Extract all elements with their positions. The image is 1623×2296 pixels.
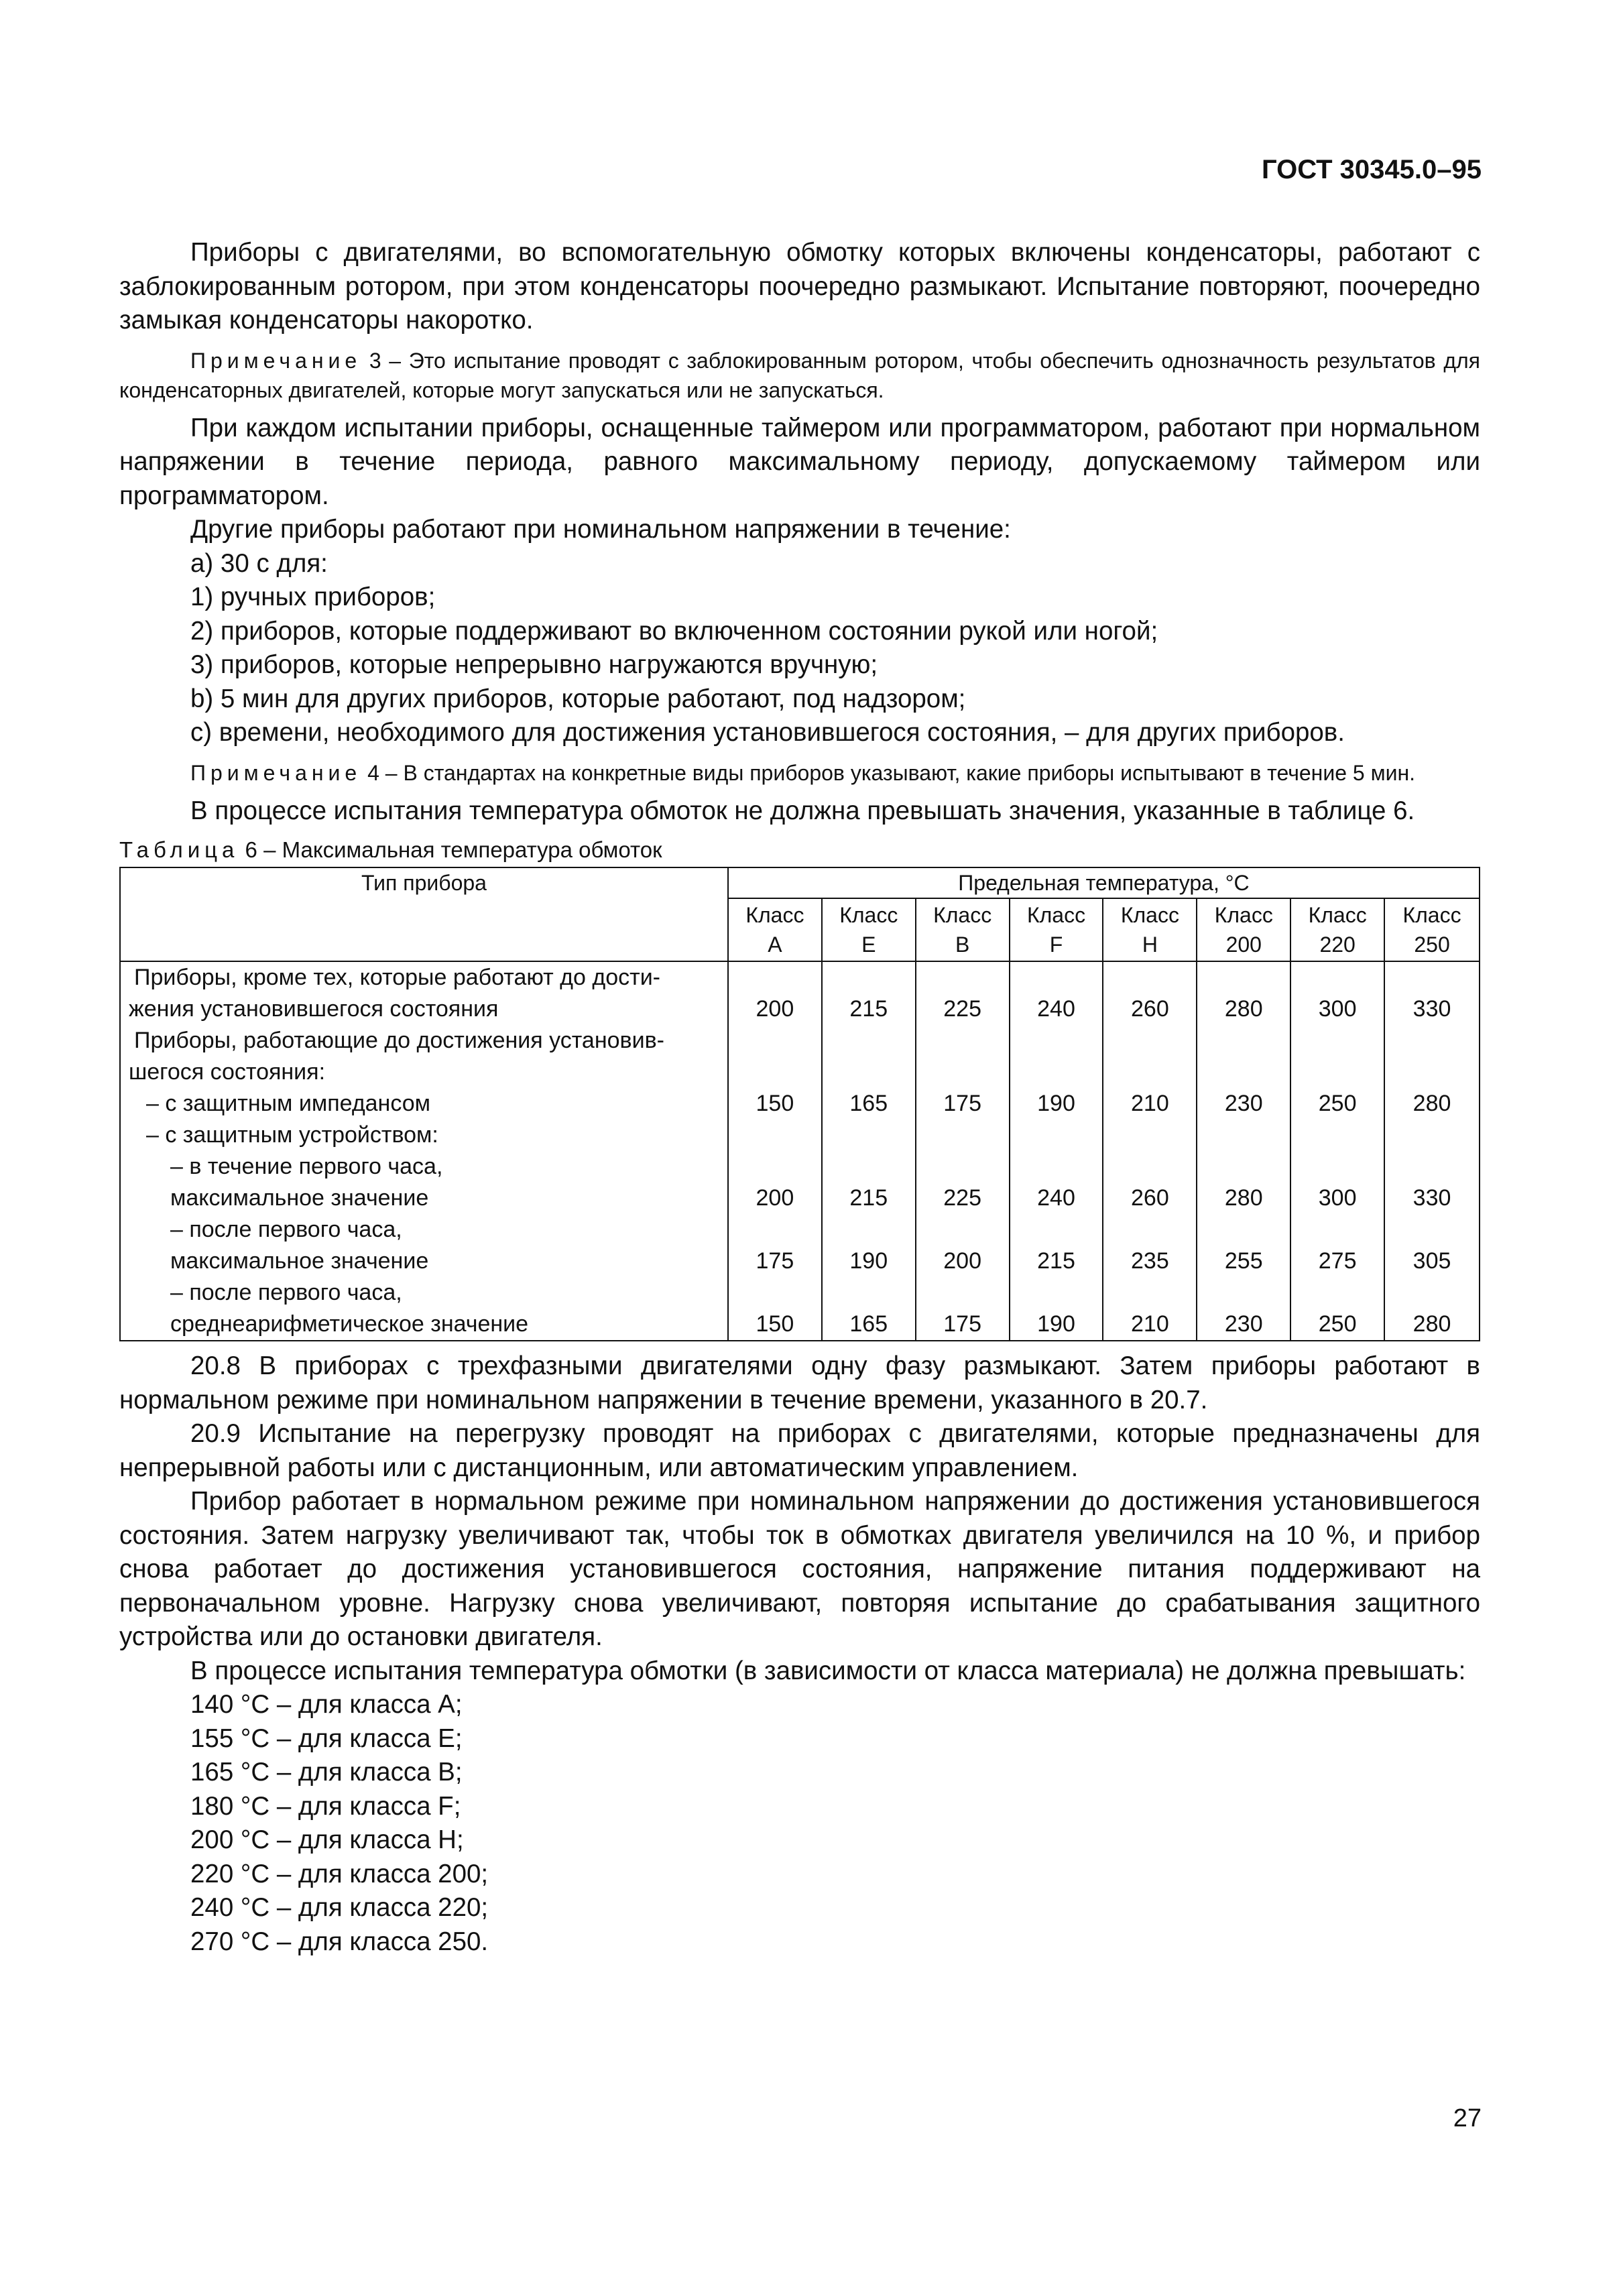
temperature-cell bbox=[1384, 1120, 1480, 1151]
paragraph-20-8: 20.8 В приборах с трехфазными двигателями одну фазу размыкают. Затем приборы работают в нормальном режиме при номинальном напряжении в течение времени, указанного в 20.7. bbox=[119, 1351, 1480, 1414]
temperature-cell bbox=[728, 1120, 822, 1151]
temperature-cell: 240 bbox=[1010, 1151, 1103, 1214]
list-item: 200 °С – для класса H; bbox=[190, 1825, 464, 1854]
class-header-word: Класс bbox=[1120, 903, 1179, 927]
temperature-cell: 150 bbox=[728, 1277, 822, 1341]
temperature-cell: 280 bbox=[1384, 1088, 1480, 1120]
list-item: 2) приборов, которые поддерживают во включенном состоянии рукой или ногой; bbox=[190, 616, 1158, 646]
temperature-cell: 190 bbox=[1010, 1088, 1103, 1120]
table-row bbox=[120, 961, 1480, 1025]
row-label-line: – после первого часа, bbox=[170, 1280, 402, 1305]
class-header-word: Класс bbox=[839, 903, 898, 927]
table-body bbox=[120, 961, 1480, 1341]
row-label-line: шегося состояния: bbox=[129, 1059, 326, 1085]
row-label-line: жения установившегося состояния bbox=[129, 996, 499, 1022]
temperature-cell: 225 bbox=[916, 1151, 1010, 1214]
temperature-list bbox=[119, 1688, 1480, 1959]
temperature-cell bbox=[822, 1120, 916, 1151]
temperature-cell bbox=[1010, 1120, 1103, 1151]
note-label: Примечание bbox=[190, 760, 362, 785]
temperature-cell: 305 bbox=[1384, 1214, 1480, 1277]
temperature-cell: 190 bbox=[1010, 1277, 1103, 1341]
temperature-cell: 210 bbox=[1103, 1277, 1197, 1341]
note-3 bbox=[119, 346, 1480, 405]
temperature-cell bbox=[1197, 1025, 1290, 1088]
temperature-cell: 210 bbox=[1103, 1088, 1197, 1120]
temperature-cell: 255 bbox=[1197, 1214, 1290, 1277]
temperature-cell: 190 bbox=[822, 1214, 916, 1277]
table-caption-label: Таблица bbox=[119, 837, 239, 862]
temperature-cell: 260 bbox=[1103, 1151, 1197, 1214]
temperature-cell: 165 bbox=[822, 1277, 916, 1341]
table-row bbox=[120, 1151, 1480, 1214]
class-header-cell bbox=[1197, 898, 1290, 961]
temperature-table bbox=[119, 867, 1480, 1341]
temperature-cell: 280 bbox=[1384, 1277, 1480, 1341]
class-header-cell bbox=[1010, 898, 1103, 961]
paragraph-table-intro: В процессе испытания температура обмоток не должна превышать значения, указанные в таблице 6. bbox=[190, 796, 1415, 825]
class-header-cell bbox=[1290, 898, 1384, 961]
temperature-cell: 275 bbox=[1290, 1214, 1384, 1277]
row-label-line: – после первого часа, bbox=[170, 1217, 402, 1242]
table-row bbox=[120, 1120, 1480, 1151]
temperature-cell: 150 bbox=[728, 1088, 822, 1120]
paragraph-20-9: 20.9 Испытание на перегрузку проводят на приборах с двигателями, которые предназначены для непрерывной работы или с дистанционным, или автоматическим управлением. bbox=[119, 1419, 1480, 1482]
list-item: 3) приборов, которые непрерывно нагружаются вручную; bbox=[190, 650, 878, 679]
class-header-word: Класс bbox=[1402, 903, 1461, 927]
row-label bbox=[120, 1214, 728, 1277]
temperature-cell: 175 bbox=[916, 1277, 1010, 1341]
class-header-id: 200 bbox=[1225, 932, 1262, 957]
class-header-cell bbox=[822, 898, 916, 961]
list-item: b) 5 мин для других приборов, которые работают, под надзором; bbox=[190, 684, 966, 713]
class-header-cell bbox=[1103, 898, 1197, 961]
row-label-line: – в течение первого часа, bbox=[170, 1154, 443, 1179]
temperature-cell: 300 bbox=[1290, 1151, 1384, 1214]
temperature-cell: 165 bbox=[822, 1088, 916, 1120]
list-item: 270 °С – для класса 250. bbox=[190, 1927, 489, 1956]
list-item: 140 °С – для класса A; bbox=[190, 1690, 463, 1719]
list-item: 165 °С – для класса B; bbox=[190, 1758, 463, 1787]
temperature-cell: 330 bbox=[1384, 1151, 1480, 1214]
column-header-limit-temperature: Предельная температура, °С bbox=[728, 867, 1480, 898]
class-header-word: Класс bbox=[1308, 903, 1367, 927]
temperature-cell: 215 bbox=[822, 961, 916, 1025]
class-header-id: A bbox=[768, 932, 782, 957]
list-item: 1) ручных приборов; bbox=[190, 583, 436, 611]
table-row bbox=[120, 1025, 1480, 1088]
class-header-id: H bbox=[1142, 932, 1158, 957]
document-body bbox=[119, 236, 1480, 1959]
list-item: 180 °С – для класса F; bbox=[190, 1791, 461, 1821]
class-header-cell bbox=[916, 898, 1010, 961]
row-label-line: максимальное значение bbox=[170, 1185, 429, 1211]
class-header-id: 250 bbox=[1414, 932, 1450, 957]
table-caption-text: 6 – Максимальная температура обмоток bbox=[239, 837, 662, 862]
row-label-line: – с защитным импедансом bbox=[146, 1091, 431, 1116]
temperature-cell: 200 bbox=[728, 961, 822, 1025]
table-row bbox=[120, 1088, 1480, 1120]
row-label bbox=[120, 1151, 728, 1214]
temperature-cell: 240 bbox=[1010, 961, 1103, 1025]
temperature-cell: 200 bbox=[916, 1214, 1010, 1277]
temperature-cell bbox=[1010, 1025, 1103, 1088]
row-label bbox=[120, 1120, 728, 1151]
temperature-cell bbox=[1384, 1025, 1480, 1088]
class-header-word: Класс bbox=[1026, 903, 1086, 927]
temperature-cell bbox=[728, 1025, 822, 1088]
row-label bbox=[120, 1088, 728, 1120]
temperature-cell bbox=[916, 1025, 1010, 1088]
temperature-cell: 260 bbox=[1103, 961, 1197, 1025]
row-label-line: среднеарифметическое значение bbox=[170, 1311, 529, 1337]
temperature-cell bbox=[1197, 1120, 1290, 1151]
class-header-word: Класс bbox=[745, 903, 804, 927]
list-item: 240 °С – для класса 220; bbox=[190, 1893, 489, 1922]
list-item: 155 °С – для класса E; bbox=[190, 1724, 463, 1753]
row-label-line: максимальное значение bbox=[170, 1248, 429, 1274]
row-label-line: – с защитным устройством: bbox=[146, 1122, 438, 1148]
temperature-cell: 175 bbox=[916, 1088, 1010, 1120]
class-header-id: 220 bbox=[1319, 932, 1356, 957]
paragraph-capacitor-motors: Приборы с двигателями, во вспомогательную обмотку которых включены конденсаторы, работают с заблокированным ротором, при этом конденсаторы поочередно размыкают. Испытание повторяют, поочередно замыкая конденсаторы накоротко. bbox=[119, 238, 1480, 335]
temperature-cell: 280 bbox=[1197, 1151, 1290, 1214]
class-header-word: Класс bbox=[933, 903, 992, 927]
temperature-cell: 250 bbox=[1290, 1088, 1384, 1120]
class-header-cell bbox=[1384, 898, 1480, 961]
temperature-cell: 200 bbox=[728, 1151, 822, 1214]
temperature-cell: 215 bbox=[1010, 1214, 1103, 1277]
class-header-id: E bbox=[861, 932, 876, 957]
list-item: 220 °С – для класса 200; bbox=[190, 1859, 489, 1888]
temperature-cell: 235 bbox=[1103, 1214, 1197, 1277]
note-4 bbox=[119, 758, 1480, 788]
temperature-cell: 250 bbox=[1290, 1277, 1384, 1341]
row-label bbox=[120, 1025, 728, 1088]
temperature-cell: 330 bbox=[1384, 961, 1480, 1025]
note-text: 3 – Это испытание проводят с заблокированным ротором, чтобы обеспечить однозначность результатов для конденсаторных двигателей, которые могут запускаться или не запускаться. bbox=[119, 348, 1480, 402]
row-label bbox=[120, 1277, 728, 1341]
temperature-cell: 230 bbox=[1197, 1088, 1290, 1120]
table-row bbox=[120, 1277, 1480, 1341]
temperature-cell bbox=[1103, 1025, 1197, 1088]
row-label-line: Приборы, работающие до достижения установив- bbox=[134, 1028, 664, 1053]
paragraph-timer: При каждом испытании приборы, оснащенные таймером или программатором, работают при нормальном напряжении в течение периода, равного максимальному периоду, допускаемому таймером или программатором. bbox=[119, 413, 1480, 510]
class-header-id: B bbox=[955, 932, 970, 957]
page-number: 27 bbox=[1453, 2104, 1482, 2132]
list-item: c) времени, необходимого для достижения установившегося состояния, – для других приборов. bbox=[190, 718, 1345, 747]
note-label: Примечание bbox=[190, 348, 362, 373]
temperature-cell: 175 bbox=[728, 1214, 822, 1277]
temperature-cell: 230 bbox=[1197, 1277, 1290, 1341]
row-label bbox=[120, 961, 728, 1025]
temperature-cell bbox=[822, 1025, 916, 1088]
temperature-cell bbox=[1290, 1025, 1384, 1088]
temperature-cell bbox=[1290, 1120, 1384, 1151]
note-text: 4 – В стандартах на конкретные виды приборов указывают, какие приборы испытывают в течение 5 мин. bbox=[361, 760, 1416, 785]
paragraph-list-intro: Другие приборы работают при номинальном напряжении в течение: bbox=[190, 515, 1011, 544]
document-code-header: ГОСТ 30345.0–95 bbox=[1261, 155, 1482, 184]
list-item: a) 30 с для: bbox=[190, 548, 328, 578]
class-header-cell bbox=[728, 898, 822, 961]
column-header-type: Тип прибора bbox=[120, 867, 728, 961]
temperature-cell: 280 bbox=[1197, 961, 1290, 1025]
class-header-id: F bbox=[1049, 932, 1063, 957]
row-label-line: Приборы, кроме тех, которые работают до дости- bbox=[134, 965, 661, 990]
duration-list bbox=[119, 547, 1480, 750]
temperature-cell bbox=[1103, 1120, 1197, 1151]
paragraph-winding-limit: В процессе испытания температура обмотки (в зависимости от класса материала) не должна превышать: bbox=[190, 1656, 1466, 1685]
class-header-word: Класс bbox=[1214, 903, 1273, 927]
paragraph-overload-procedure: Прибор работает в нормальном режиме при номинальном напряжении до достижения установившегося состояния. Затем нагрузку увеличивают так, чтобы ток в обмотках двигателя увеличился на 10 %, и прибор снова работает до достижения установившегося состояния, напряжение питания поддерживают на первоначальном уровне. Нагрузку снова увеличивают, повторяя испытание до срабатывания защитного устройства или до остановки двигателя. bbox=[119, 1487, 1480, 1651]
temperature-cell bbox=[916, 1120, 1010, 1151]
temperature-cell: 225 bbox=[916, 961, 1010, 1025]
table-caption bbox=[119, 835, 1480, 865]
temperature-cell: 215 bbox=[822, 1151, 916, 1214]
table-row bbox=[120, 1214, 1480, 1277]
temperature-cell: 300 bbox=[1290, 961, 1384, 1025]
